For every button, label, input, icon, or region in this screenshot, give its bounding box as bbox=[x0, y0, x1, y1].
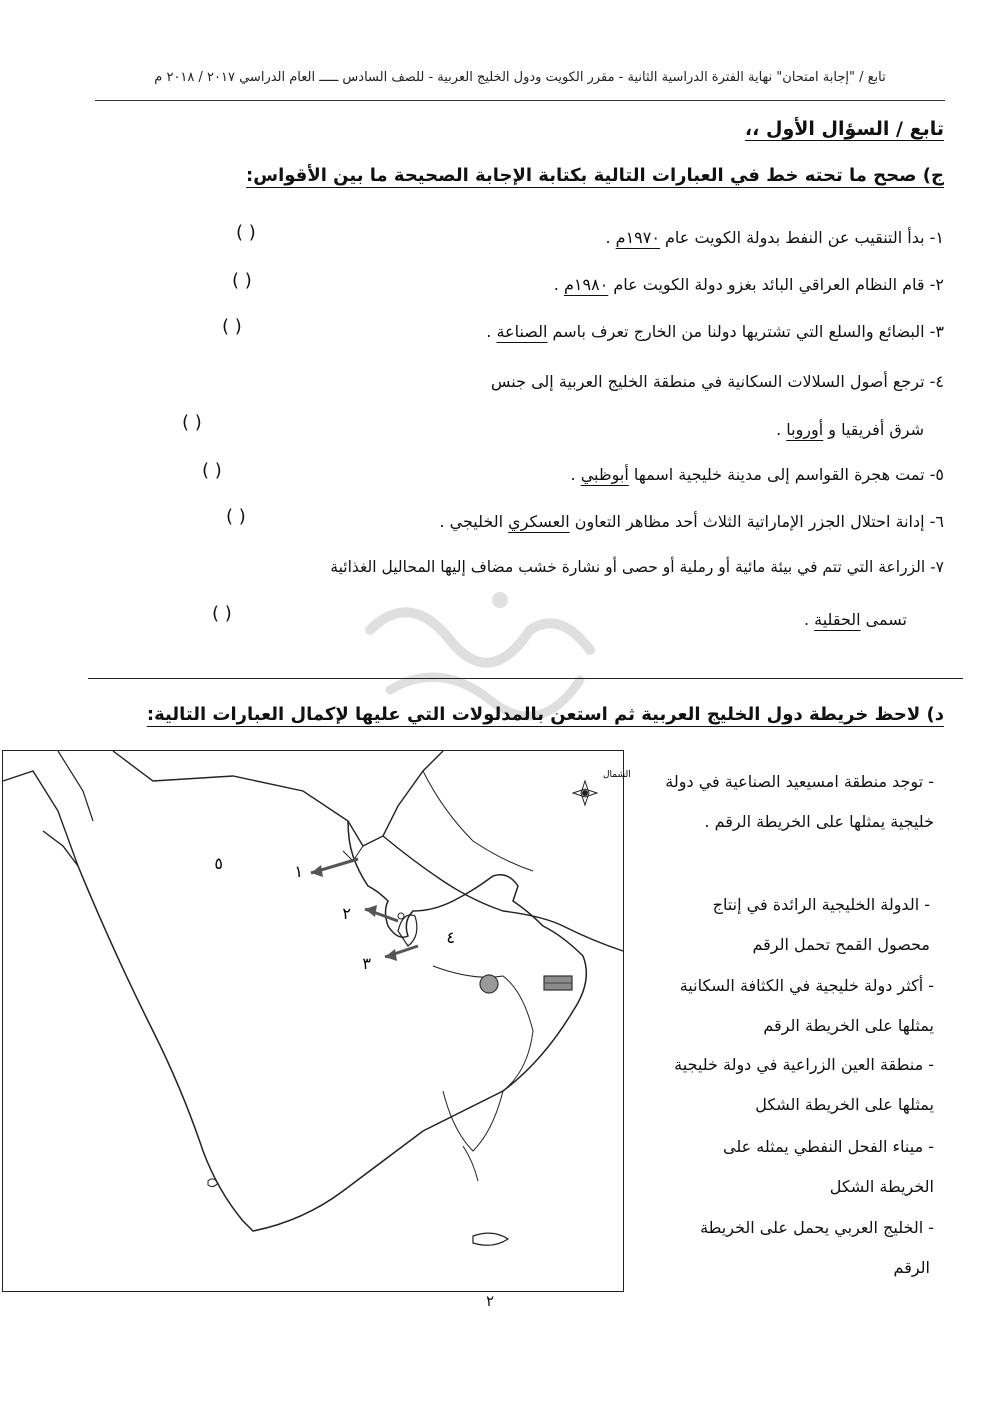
map-statement-2-line1: - الدولة الخليجية الرائدة في إنتاج bbox=[712, 895, 930, 914]
page-number: ٢ bbox=[486, 1292, 495, 1310]
map-statement-6-line2: الرقم bbox=[893, 1258, 930, 1277]
map-statement-3-line1: - أكثر دولة خليجية في الكثافة السكانية bbox=[679, 976, 934, 995]
question-2: ٢- قام النظام العراقي البائد بغزو دولة الكويت عام ١٩٨٠م . bbox=[553, 275, 944, 294]
gulf-map bbox=[2, 750, 631, 1292]
iran-coast bbox=[383, 836, 623, 951]
section-c-title: ج) صحح ما تحته خط في العبارات التالية بكتابة الإجابة الصحيحة ما بين الأقواس: bbox=[246, 165, 944, 186]
kuwait-border bbox=[343, 846, 363, 861]
socotra-island bbox=[473, 1233, 508, 1245]
north-label: الشمال bbox=[603, 770, 631, 780]
question-5: ٥- تمت هجرة القواسم إلى مدينة خليجية اسمها أبوظبي . bbox=[570, 465, 944, 484]
map-statement-3-line2: يمثلها على الخريطة الرقم bbox=[763, 1016, 934, 1035]
map-statement-1-line1: - توجد منطقة امسيعيد الصناعية في دولة bbox=[665, 772, 934, 791]
gulf-of-aqaba bbox=[58, 751, 93, 821]
map-label-3: ٣ bbox=[362, 954, 371, 973]
circle-symbol bbox=[480, 975, 498, 993]
answer-paren-4[interactable]: ( ) bbox=[182, 412, 202, 433]
answer-paren-6[interactable]: ( ) bbox=[226, 506, 246, 527]
sinai-coast bbox=[3, 771, 78, 866]
north-border-line bbox=[113, 751, 443, 846]
question-7-line2: تسمى الحقلية . bbox=[803, 610, 907, 629]
answer-paren-2[interactable]: ( ) bbox=[232, 270, 252, 291]
answer-paren-1[interactable]: ( ) bbox=[236, 222, 256, 243]
bahrain-island bbox=[398, 913, 404, 919]
map-statement-1-line2: خليجية يمثلها على الخريطة الرقم . bbox=[704, 812, 934, 831]
question-3: ٣- البضائع والسلع التي تشتريها دولنا من الخارج تعرف باسم الصناعة . bbox=[486, 322, 944, 341]
iran-inner-border bbox=[423, 771, 533, 871]
section-d-title: د) لاحظ خريطة دول الخليج العربية ثم استعن بالمدلولات التي عليها لإكمال العبارات التالية: bbox=[146, 704, 944, 725]
question-6: ٦- إدانة احتلال الجزر الإماراتية الثلاث أحد مظاهر التعاون العسكري الخليجي . bbox=[439, 512, 944, 531]
section-divider bbox=[88, 678, 963, 679]
answer-paren-7[interactable]: ( ) bbox=[212, 603, 232, 624]
map-label-2: ٢ bbox=[342, 904, 351, 923]
peninsula-outline bbox=[78, 821, 586, 1231]
map-statement-5-line1: - ميناء الفحل النفطي يمثله على bbox=[723, 1137, 934, 1156]
answer-paren-3[interactable]: ( ) bbox=[222, 316, 242, 337]
question-4-line1: ٤- ترجع أصول السلالات السكانية في منطقة الخليج العربية إلى جنس bbox=[490, 372, 944, 391]
yemen-border bbox=[443, 1091, 503, 1151]
answer-paren-5[interactable]: ( ) bbox=[202, 460, 222, 481]
question-4-line2: شرق أفريقيا و أوروبا . bbox=[776, 420, 924, 439]
map-statement-4-line2: يمثلها على الخريطة الشكل bbox=[755, 1095, 934, 1114]
exam-header: تابع / "إجابة امتحان" نهاية الفترة الدراسية الثانية - مقرر الكويت ودول الخليج العربية - للصف السادس ـــــ العام الدراسي ٢٠١٧ / ٢٠١٨ م bbox=[154, 70, 886, 85]
map-label-5: ٥ bbox=[214, 854, 223, 873]
map-label-4: ٤ bbox=[446, 928, 455, 947]
map-statement-6-line1: - الخليج العربي يحمل على الخريطة bbox=[700, 1218, 934, 1237]
map-statement-2-line2: محصول القمح تحمل الرقم bbox=[752, 935, 930, 954]
map-statement-5-line2: الخريطة الشكل bbox=[829, 1177, 934, 1196]
map-statement-4-line1: - منطقة العين الزراعية في دولة خليجية bbox=[674, 1055, 934, 1074]
yemen-inner-border bbox=[463, 1146, 478, 1181]
map-label-1: ١ bbox=[294, 862, 303, 881]
north-compass-icon bbox=[573, 781, 597, 805]
continue-title: تابع / السؤال الأول ،، bbox=[744, 118, 944, 140]
header-rule bbox=[95, 100, 945, 101]
question-1: ١- بدأ التنقيب عن النفط بدولة الكويت عام ١٩٧٠م . bbox=[605, 228, 944, 247]
question-7-line1: ٧- الزراعة التي تتم في بيئة مائية أو رملية أو حصى أو نشارة خشب مضاف إليها المحاليل الغذائية bbox=[330, 558, 944, 576]
